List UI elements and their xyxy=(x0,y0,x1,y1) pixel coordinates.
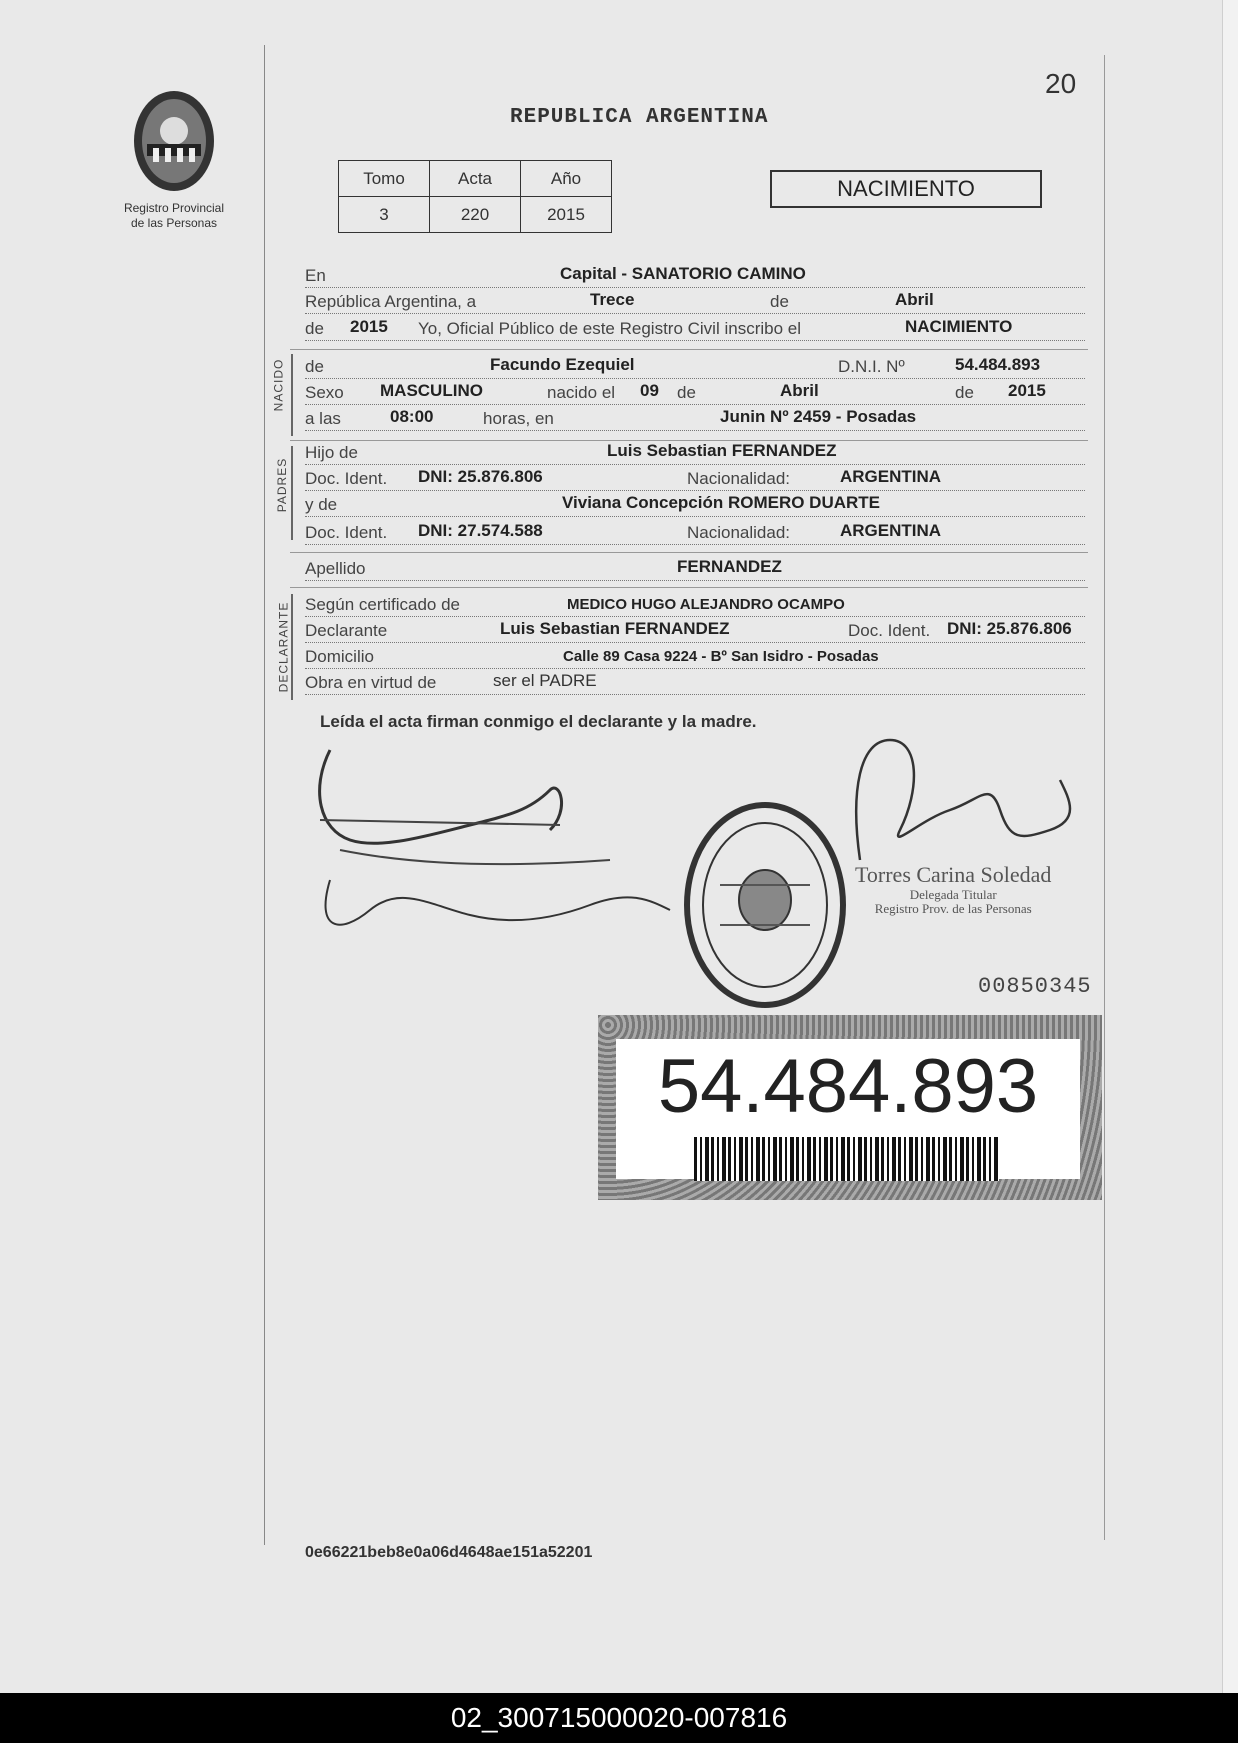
label-doc-padre: Doc. Ident. xyxy=(305,469,388,488)
value-domicilio: Calle 89 Casa 9224 - Bº San Isidro - Posadas xyxy=(563,648,879,665)
value-doc-padre: DNI: 25.876.806 xyxy=(418,467,543,486)
tomo-header: Tomo xyxy=(339,161,430,197)
logo-caption-2: de las Personas xyxy=(130,216,218,230)
declarante-bracket xyxy=(291,594,293,700)
value-doc-declarante: DNI: 25.876.806 xyxy=(947,619,1072,638)
official-stamp-caption xyxy=(855,862,1051,916)
scan-id-bar: 02_300715000020-007816 xyxy=(0,1693,1238,1743)
value-padre: Luis Sebastian FERNANDEZ xyxy=(607,441,837,460)
label-nac-madre: Nacionalidad: xyxy=(687,523,791,542)
page-edge xyxy=(1222,0,1238,1693)
row-apellido xyxy=(305,558,1085,581)
label-republica: República Argentina, a xyxy=(305,292,477,311)
side-label-declarante: DECLARANTE xyxy=(276,601,291,693)
acta-header: Acta xyxy=(430,161,521,197)
label-nacido-de2: de xyxy=(955,383,974,402)
official-title: Delegada Titular xyxy=(909,887,997,902)
row-madre-doc xyxy=(305,522,1085,545)
value-nac-padre: ARGENTINA xyxy=(840,467,942,486)
row-anio xyxy=(305,318,1085,341)
official-name: Torres Carina Soledad xyxy=(855,862,1052,887)
value-nac-madre: ARGENTINA xyxy=(840,521,942,540)
value-nacido-anio: 2015 xyxy=(1008,381,1046,400)
label-declarante: Declarante xyxy=(305,621,388,640)
label-doc-madre: Doc. Ident. xyxy=(305,523,388,542)
label-y-de: y de xyxy=(305,495,338,514)
document-hash: 0e66221beb8e0a06d4648ae151a52201 xyxy=(305,1544,593,1561)
label-dni: D.N.I. Nº xyxy=(838,357,905,376)
closing-statement: Leída el acta firman conmigo el declarante y la madre. xyxy=(320,712,757,731)
label-nacido-el: nacido el xyxy=(547,383,616,402)
dni-sticker xyxy=(598,1015,1102,1200)
value-nacido-dia: 09 xyxy=(640,381,659,400)
book-reference-table xyxy=(338,160,612,233)
right-margin-rule xyxy=(1104,55,1105,1540)
value-dia: Trece xyxy=(590,290,635,309)
dni-sticker-panel xyxy=(616,1039,1080,1179)
nacido-bracket xyxy=(291,354,293,436)
value-mes: Abril xyxy=(895,290,934,309)
label-de-anio: de xyxy=(305,319,324,338)
label-doc-declarante: Doc. Ident. xyxy=(848,621,931,640)
value-dni: 54.484.893 xyxy=(955,355,1041,374)
row-padre xyxy=(305,442,1085,465)
signature-declarante xyxy=(310,730,680,940)
value-certificado: MEDICO HUGO ALEJANDRO OCAMPO xyxy=(567,596,845,613)
value-declarante: Luis Sebastian FERNANDEZ xyxy=(500,619,730,638)
section-divider xyxy=(290,349,1088,350)
label-apellido: Apellido xyxy=(305,559,366,578)
label-nacido-de: de xyxy=(677,383,696,402)
dni-sticker-number: 54.484.893 xyxy=(657,1044,1039,1129)
label-hijo-de: Hijo de xyxy=(305,443,358,462)
document-heading: REPUBLICA ARGENTINA xyxy=(510,106,769,129)
barcode-icon xyxy=(694,1137,999,1181)
value-madre: Viviana Concepción ROMERO DUARTE xyxy=(562,493,881,512)
label-certificado: Según certificado de xyxy=(305,595,460,614)
label-de-mes: de xyxy=(770,292,789,311)
label-a-las: a las xyxy=(305,409,341,428)
row-madre xyxy=(305,494,1085,517)
label-horas-en: horas, en xyxy=(483,409,554,428)
official-office: Registro Prov. de las Personas xyxy=(874,901,1032,916)
signature-official xyxy=(840,730,1080,870)
value-hora: 08:00 xyxy=(390,407,434,426)
value-obra: ser el PADRE xyxy=(493,671,597,690)
act-type-box: NACIMIENTO xyxy=(770,170,1042,208)
row-obra xyxy=(305,672,1085,695)
padres-bracket xyxy=(291,446,293,540)
value-inscribe: NACIMIENTO xyxy=(905,317,1013,336)
logo-caption-1: Registro Provincial xyxy=(123,201,225,215)
acta-value: 220 xyxy=(430,197,521,233)
row-hora xyxy=(305,408,1085,431)
registry-logo xyxy=(112,86,236,231)
row-certificado xyxy=(305,594,1085,617)
row-padre-doc xyxy=(305,468,1085,491)
row-en xyxy=(305,265,1085,288)
serial-number: 00850345 xyxy=(978,974,1092,999)
value-sexo: MASCULINO xyxy=(380,381,483,400)
row-fecha xyxy=(305,291,1085,314)
value-en: Capital - SANATORIO CAMINO xyxy=(560,264,806,283)
label-obra: Obra en virtud de xyxy=(305,673,437,692)
page-number: 20 xyxy=(1045,68,1077,99)
label-oficial: Yo, Oficial Público de este Registro Civil inscribo el xyxy=(418,319,801,338)
misiones-crest-icon xyxy=(119,86,229,196)
anio-header: Año xyxy=(521,161,612,197)
tomo-value: 3 xyxy=(339,197,430,233)
label-sexo: Sexo xyxy=(305,383,344,402)
label-de-nombre: de xyxy=(305,357,324,376)
row-nombre xyxy=(305,356,1085,379)
side-label-nacido: NACIDO xyxy=(271,358,286,412)
value-nombre: Facundo Ezequiel xyxy=(490,355,635,374)
label-nac-padre: Nacionalidad: xyxy=(687,469,791,488)
section-divider xyxy=(290,587,1088,588)
label-domicilio: Domicilio xyxy=(305,647,374,666)
row-domicilio xyxy=(305,646,1085,669)
value-doc-madre: DNI: 27.574.588 xyxy=(418,521,543,540)
value-nacido-mes: Abril xyxy=(780,381,819,400)
value-anio: 2015 xyxy=(350,317,388,336)
registry-seal-icon xyxy=(680,790,850,1020)
row-sexo xyxy=(305,382,1085,405)
value-lugar: Junin Nº 2459 - Posadas xyxy=(720,407,917,426)
label-en: En xyxy=(305,266,326,285)
left-margin-rule xyxy=(264,45,265,1545)
section-divider xyxy=(290,552,1088,553)
side-label-padres: PADRES xyxy=(275,457,290,513)
anio-value: 2015 xyxy=(521,197,612,233)
row-declarante xyxy=(305,620,1085,643)
value-apellido: FERNANDEZ xyxy=(677,557,782,576)
